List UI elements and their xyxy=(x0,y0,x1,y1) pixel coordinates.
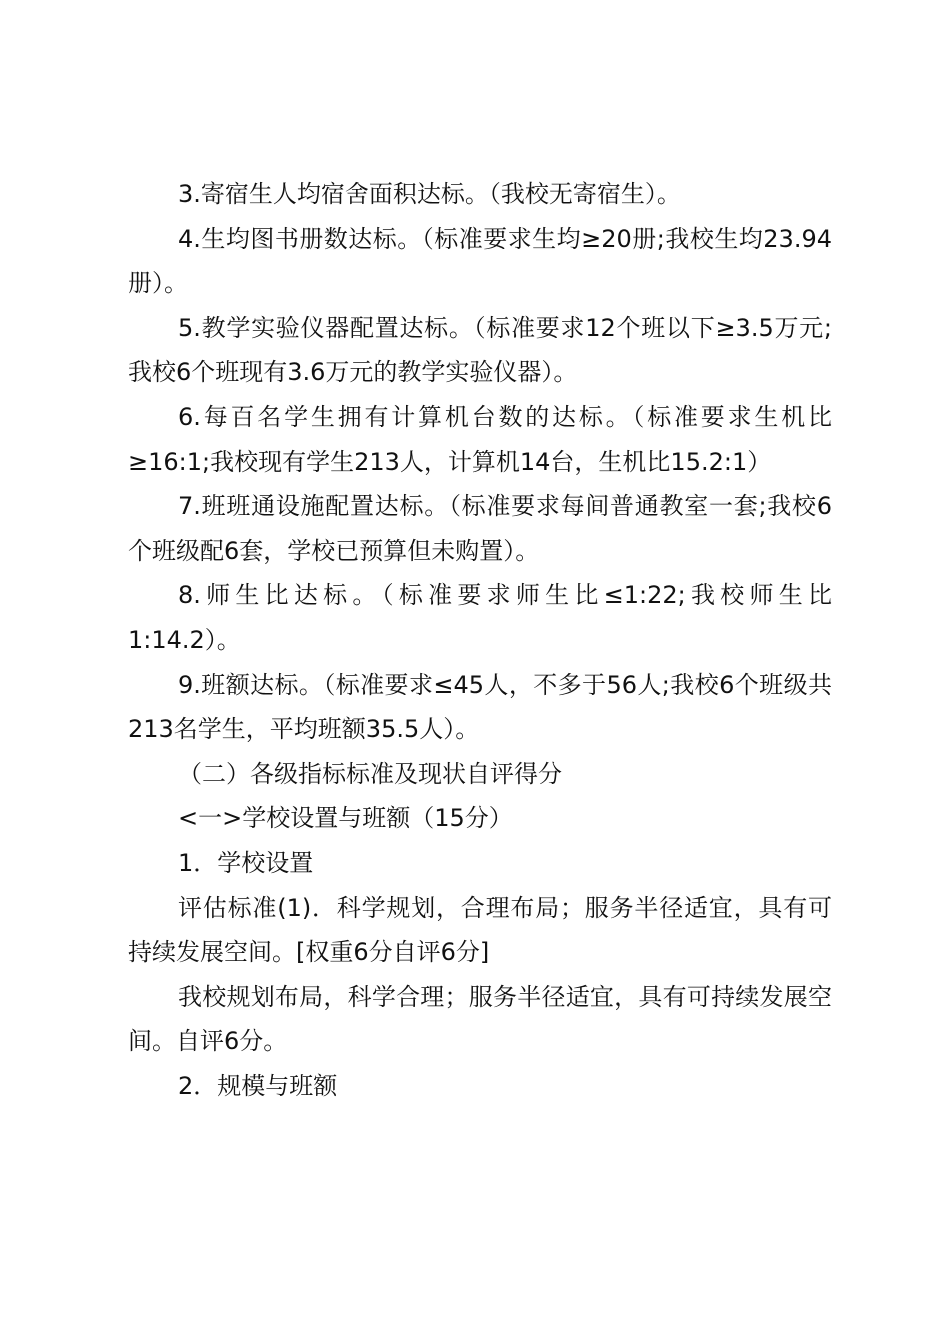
document-body xyxy=(128,172,832,1108)
paragraph-teacher-ratio: 8.师生比达标。（标准要求师生比≤1:22;我校师生比1:14.2）。 xyxy=(128,581,832,654)
paragraph-library-books: 4.生均图书册数达标。（标准要求生均≥20册;我校生均23.94册）。 xyxy=(128,224,832,298)
item-heading-school-setup: 1．学校设置 xyxy=(178,848,314,877)
paragraph-classroom-facilities: 7.班班通设施配置达标。（标准要求每间普通教室一套;我校6个班级配6套，学校已预算但未购置）。 xyxy=(128,492,832,565)
item-heading-scale-class-size: 2．规模与班额 xyxy=(178,1071,338,1100)
paragraph-dormitory-area: 3.寄宿生人均宿舍面积达标。（我校无寄宿生）。 xyxy=(178,180,681,208)
subsection-heading-school-setup: <一>学校设置与班额（15分） xyxy=(178,804,513,833)
paragraph-lab-equipment: 5.教学实验仪器配置达标。（标准要求12个班以下≥3.5万元;我校6个班现有3.6万元的教学实验仪器）。 xyxy=(128,313,832,387)
paragraph-self-evaluation: 我校规划布局，科学合理；服务半径适宜，具有可持续发展空间。自评6分。 xyxy=(128,982,832,1056)
paragraph-class-size: 9.班额达标。（标准要求≤45人，不多于56人;我校6个班级共213名学生，平均班额35.5人）。 xyxy=(128,670,832,744)
paragraph-computers: 6.每百名学生拥有计算机台数的达标。（标准要求生机比≥16:1;我校现有学生213人，计算机14台，生机比15.2:1） xyxy=(128,402,832,476)
paragraph-evaluation-standard: 评估标准(1)．科学规划，合理布局；服务半径适宜，具有可持续发展空间。[权重6分自评6分] xyxy=(128,893,832,967)
section-heading-indicators: （二）各级指标标准及现状自评得分 xyxy=(178,759,562,788)
